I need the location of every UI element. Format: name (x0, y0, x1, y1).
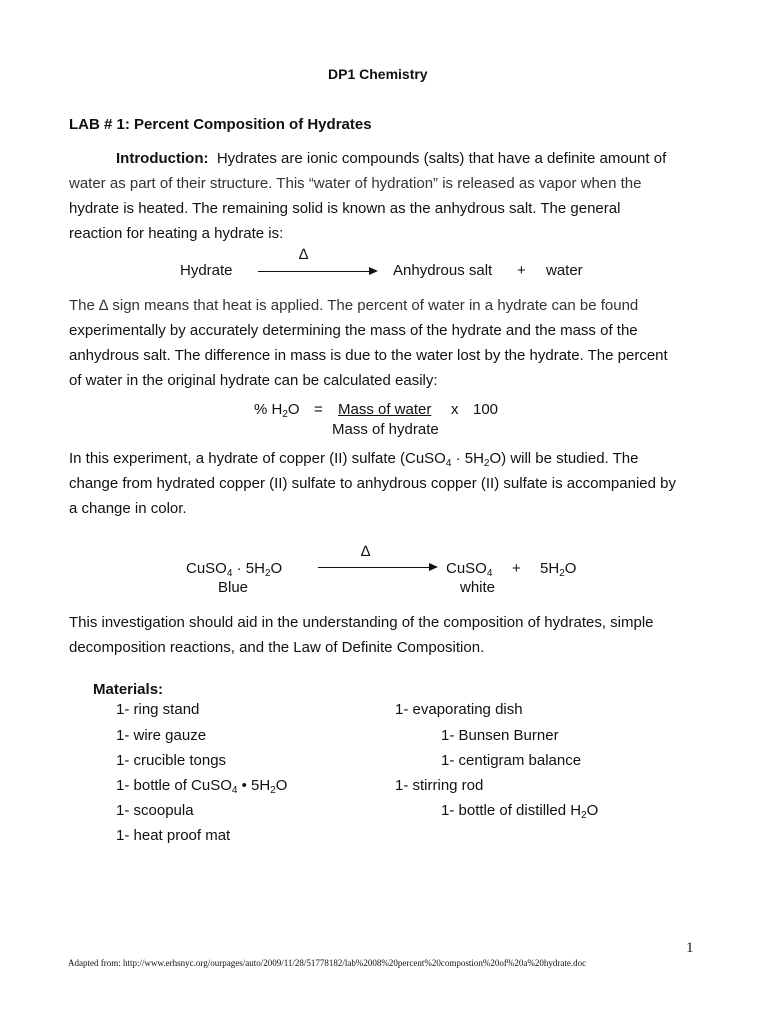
reaction2-arrow (318, 567, 436, 568)
reaction2-product: CuSO$_4$ (446, 560, 493, 579)
page-number: 1 (686, 940, 694, 956)
para3-line-2: change from hydrated copper (II) sulfate to anhydrous copper (II) sulfate is accompanied by (69, 475, 676, 492)
materials-item-wire-gauze: 1- wire gauze (116, 727, 207, 744)
materials-item-cuso4-bottle: 1- bottle of CuSO$_4$ • $5H_2O$ (116, 777, 288, 796)
intro-line-3: hydrate is heated. The remaining solid is known as the anhydrous salt. The general (69, 200, 621, 217)
materials-item-heat-proof-mat: 1- heat proof mat (116, 827, 231, 844)
para3-line-1: In this experiment, a hydrate of copper (II) sulfate (CuSO$_4$ · $5H_2O$) will be studied. The (69, 450, 639, 469)
formula-times: x (451, 401, 459, 418)
reaction2-water: $5H_2O$ (540, 560, 577, 579)
lab-title: LAB # 1: Percent Composition of Hydrates (69, 116, 372, 133)
reaction1-reactant: Hydrate (180, 262, 233, 279)
materials-item-evaporating-dish: 1- evaporating dish (395, 701, 523, 718)
reaction2-delta: ∆ (361, 543, 371, 560)
reaction1-delta: ∆ (299, 246, 309, 263)
reaction2-product-color: white (460, 579, 496, 596)
para2-line-2: experimentally by accurately determining the mass of the hydrate and the mass of the (69, 322, 638, 339)
para2-line-3: anhydrous salt. The difference in mass is due to the water lost by the hydrate. The percent (69, 347, 668, 364)
materials-item-bunsen-burner: 1- Bunsen Burner (441, 727, 559, 744)
materials-item-distilled-water: 1- bottle of distilled $H_2O$ (441, 802, 599, 821)
para3-line-3: a change in color. (69, 500, 187, 517)
para4-line-2: decomposition reactions, and the Law of Definite Composition. (69, 639, 485, 656)
materials-item-stirring-rod: 1- stirring rod (395, 777, 484, 794)
intro-label: Introduction: (116, 150, 209, 167)
materials-item-scoopula: 1- scoopula (116, 802, 194, 819)
materials-item-crucible-tongs: 1- crucible tongs (116, 752, 227, 769)
formula-factor: 100 (473, 401, 499, 418)
formula-equals: = (314, 401, 323, 418)
reaction2-plus: + (512, 560, 521, 577)
reaction2-reactant: CuSO$_4$ · $5H_2O$ (186, 560, 283, 579)
materials-item-centigram-balance: 1- centigram balance (441, 752, 582, 769)
intro-line-1 (116, 150, 666, 167)
reaction1-product: Anhydrous salt (393, 262, 493, 279)
document-header: DP1 Chemistry (328, 66, 428, 82)
source-footer: Adapted from: http://www.erhsnyc.org/ourpages/auto/2009/11/28/51778182/lab%2008%20percent%20compostion%20of%20a%20hydrate.doc (68, 958, 587, 968)
intro-line-2: water as part of their structure. This “water of hydration” is released as vapor when the (69, 175, 642, 192)
reaction1-arrow (258, 271, 376, 272)
materials-item-ring-stand: 1- ring stand (116, 701, 200, 718)
para4-line-1: This investigation should aid in the understanding of the composition of hydrates, simple (69, 614, 654, 631)
formula-denominator: Mass of hydrate (332, 421, 439, 438)
formula-numerator: Mass of water (338, 401, 432, 418)
intro-text-1: Hydrates are ionic compounds (salts) that have a definite amount of (216, 150, 667, 167)
reaction1-plus: + (517, 262, 526, 279)
intro-line-4: reaction for heating a hydrate is: (69, 225, 284, 242)
para2-line-4: of water in the original hydrate can be calculated easily: (69, 372, 438, 389)
reaction1-water: water (546, 262, 583, 279)
materials-heading: Materials: (93, 681, 164, 698)
reaction2-reactant-color: Blue (218, 579, 249, 596)
para2-line-1: The ∆ sign means that heat is applied. The percent of water in a hydrate can be found (69, 297, 639, 314)
formula-lhs: % $H_2O$ (254, 401, 300, 420)
